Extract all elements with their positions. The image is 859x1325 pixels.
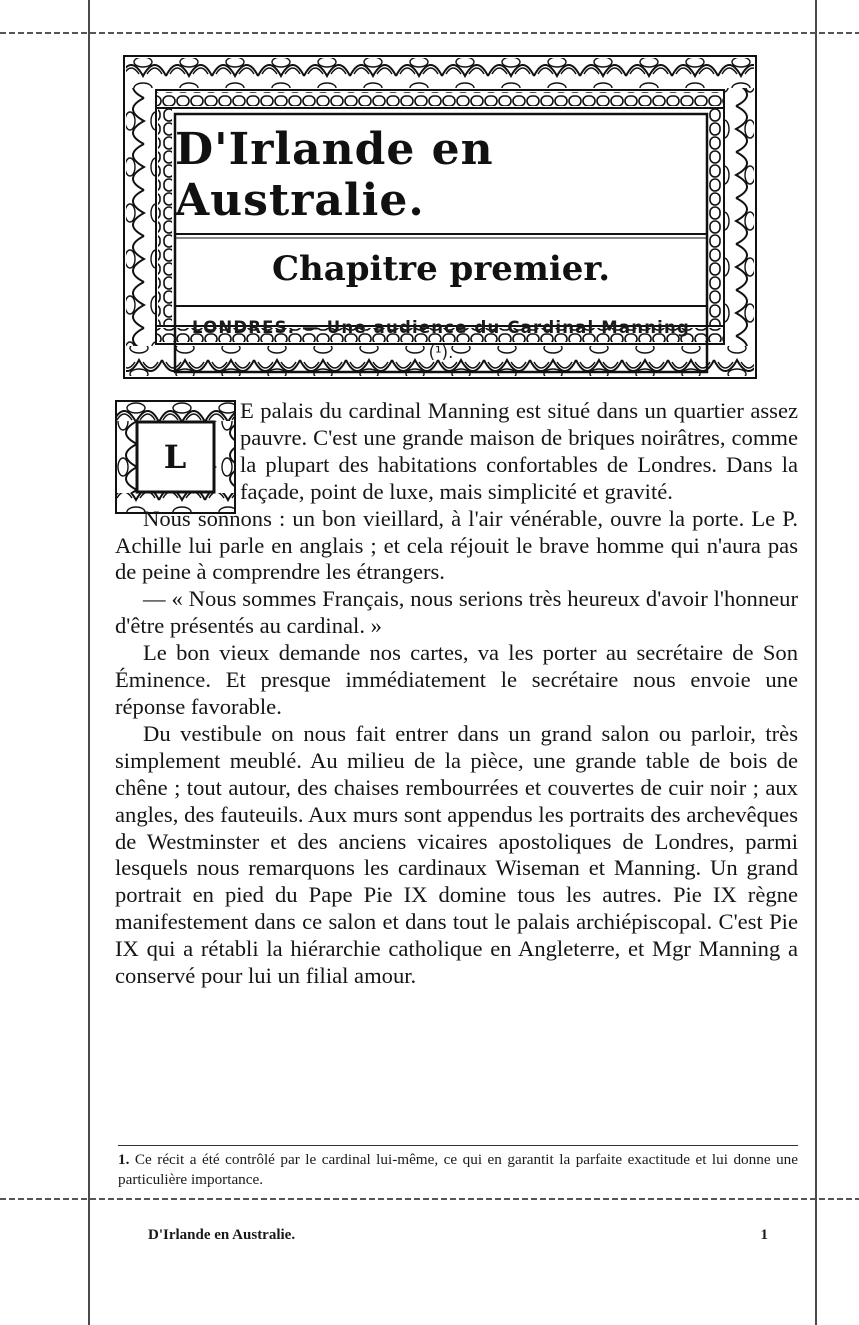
drop-cap-spacer <box>115 398 240 505</box>
footnote-reference: (¹). <box>428 343 454 362</box>
right-margin-rule <box>815 0 817 1325</box>
paragraph-2: Nous sonnons : un bon vieillard, à l'air vénérable, ouvre la porte. Le P. Achille lui parle en anglais ; et cela réjouit le brave homme qui n'aura pas de peine à comprendre les étrangers. <box>115 505 798 585</box>
book-title: D'Irlande en Australie. <box>175 124 494 226</box>
paragraph-1 <box>115 398 798 506</box>
drop-cap-letter: L <box>163 438 187 476</box>
page-number: 1 <box>760 1227 768 1243</box>
bottom-margin-rule <box>0 1198 859 1200</box>
chapter-subtitle-text: LONDRES. — Une audience du Cardinal Manning <box>192 318 690 337</box>
paragraph-5: Du vestibule on nous fait entrer dans un grand salon ou parloir, très simplement meublé. Au milieu de la pièce, une grande table de bois de chêne ; tout autour, des chaises rembourrées et couvertes de cuir noir ; aux angles, des fauteuils. Aux murs sont appendus les portraits des archevêques de Westminster et des anciens vicaires apostoliques de Londres, parmi lesquels nous remarquons les cardinaux Wiseman et Manning. Un grand portrait en pied du Pape Pie IX domine tous les autres. Pie IX règne manifestement dans ce salon et dans tout le palais archiépiscopal. C'est Pie IX qui a rétabli la hiérarchie catholique en Angleterre, et Mgr Manning a conservé pour lui un filial amour. <box>115 720 798 989</box>
top-margin-rule <box>0 32 859 34</box>
footnote-text: Ce récit a été contrôlé par le cardinal lui-même, ce qui en garantit la parfaite exactitude et lui donne une particulière importance. <box>118 1151 798 1188</box>
footnote <box>118 1150 798 1190</box>
body-text <box>115 398 798 990</box>
paragraph-4: Le bon vieux demande nos cartes, va les porter au secrétaire de Son Éminence. Et presque immédiatement le secrétaire nous envoie une réponse favorable. <box>115 640 798 719</box>
footnote-rule <box>118 1145 798 1146</box>
title-box <box>175 116 707 376</box>
left-margin-rule <box>88 0 90 1325</box>
footnote-number: 1. <box>118 1151 130 1168</box>
paragraph-1-text: E palais du cardinal Manning est situé dans un quartier assez pauvre. C'est une grande maison de briques noirâtres, comme la plupart des habitations confortables de Londres. Dans la façade, point de luxe, mais simplicité et gravité. <box>240 398 798 504</box>
running-title: D'Irlande en Australie. <box>148 1227 296 1243</box>
title-frame <box>120 52 760 382</box>
paragraph-3: — « Nous sommes Français, nous serions très heureux d'avoir l'honneur d'être présentés au cardinal. » <box>115 586 798 639</box>
chapter-subtitle <box>185 315 697 365</box>
chapter-title: Chapitre premier. <box>271 249 611 289</box>
page-footer <box>148 1227 768 1244</box>
